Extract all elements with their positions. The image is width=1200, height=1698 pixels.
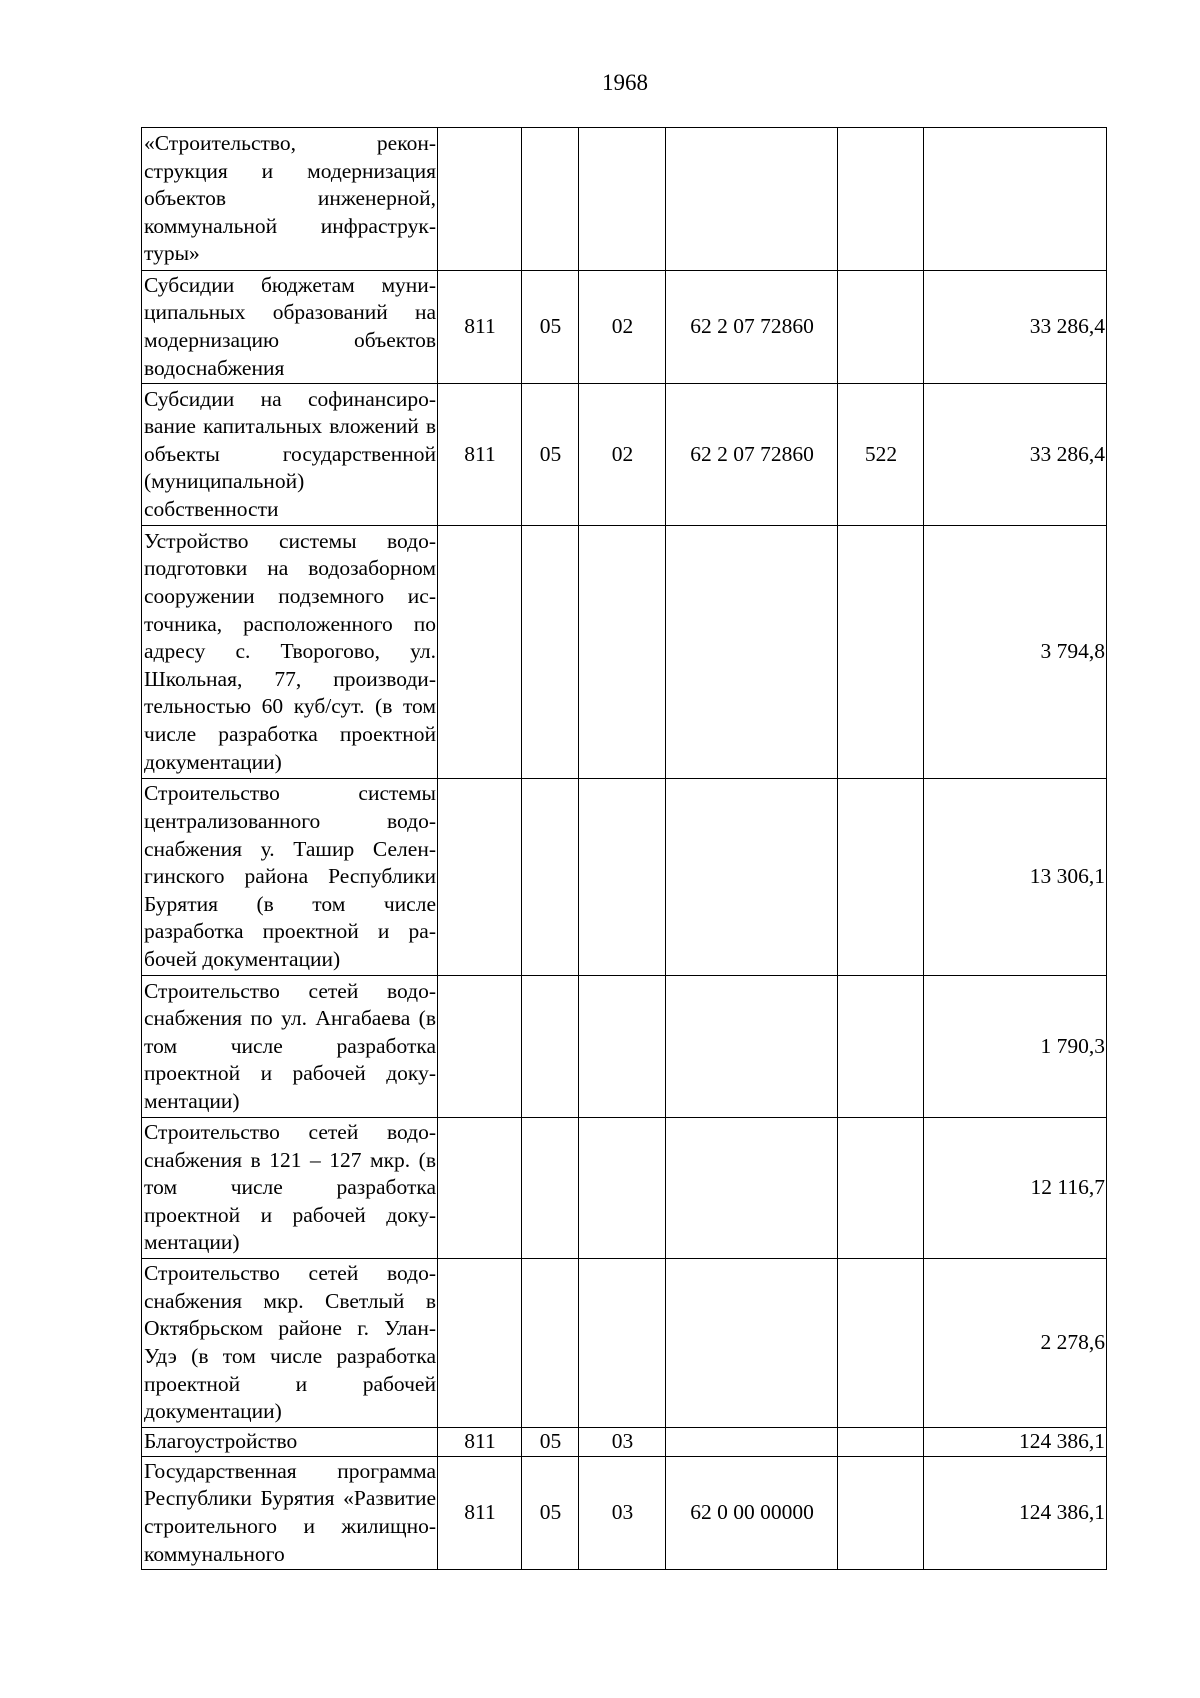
subsection-code-cell: 02 xyxy=(579,271,666,384)
table-row xyxy=(142,1259,1107,1428)
target-code-cell: 62 2 07 72860 xyxy=(666,384,838,526)
expense-type-cell xyxy=(838,779,924,976)
expense-type-cell xyxy=(838,271,924,384)
ministry-code-cell xyxy=(438,1259,522,1428)
subsection-code-cell xyxy=(579,1259,666,1428)
table-row xyxy=(142,976,1107,1118)
ministry-code-cell xyxy=(438,128,522,271)
subsection-code-cell xyxy=(579,128,666,271)
subsection-code-cell: 03 xyxy=(579,1457,666,1570)
section-code-cell: 05 xyxy=(522,1428,579,1457)
table-row xyxy=(142,384,1107,526)
ministry-code-cell xyxy=(438,779,522,976)
amount-cell: 13 306,1 xyxy=(924,779,1107,976)
expense-type-cell xyxy=(838,976,924,1118)
ministry-code-cell: 811 xyxy=(438,1457,522,1570)
table-row xyxy=(142,526,1107,779)
ministry-code-cell: 811 xyxy=(438,384,522,526)
target-code-cell xyxy=(666,128,838,271)
row-name-cell: Устройство системы водоподготовки на водозаборном сооружении подземного источника, расположенного по адресу с. Творогово, ул. Школьная, 77, производительностью 60 куб/сут. (в том числе разработка проектной документации) xyxy=(142,526,438,779)
section-code-cell: 05 xyxy=(522,384,579,526)
expense-type-cell xyxy=(838,128,924,271)
amount-cell: 33 286,4 xyxy=(924,384,1107,526)
expense-type-cell xyxy=(838,526,924,779)
section-code-cell xyxy=(522,1259,579,1428)
amount-cell: 2 278,6 xyxy=(924,1259,1107,1428)
amount-cell: 33 286,4 xyxy=(924,271,1107,384)
ministry-code-cell xyxy=(438,1118,522,1259)
section-code-cell: 05 xyxy=(522,1457,579,1570)
expense-type-cell xyxy=(838,1118,924,1259)
target-code-cell: 62 2 07 72860 xyxy=(666,271,838,384)
ministry-code-cell xyxy=(438,976,522,1118)
amount-cell: 3 794,8 xyxy=(924,526,1107,779)
section-code-cell xyxy=(522,1118,579,1259)
ministry-code-cell: 811 xyxy=(438,271,522,384)
section-code-cell xyxy=(522,779,579,976)
target-code-cell xyxy=(666,1428,838,1457)
table-row xyxy=(142,779,1107,976)
target-code-cell xyxy=(666,526,838,779)
row-name-cell: Строительство сетей водоснабжения по ул. Ангабаева (в том числе разработка проектной и рабочей документации) xyxy=(142,976,438,1118)
target-code-cell xyxy=(666,1259,838,1428)
row-name-cell: Благоустройство xyxy=(142,1428,438,1457)
target-code-cell xyxy=(666,1118,838,1259)
subsection-code-cell xyxy=(579,526,666,779)
subsection-code-cell: 02 xyxy=(579,384,666,526)
amount-cell: 12 116,7 xyxy=(924,1118,1107,1259)
subsection-code-cell xyxy=(579,1118,666,1259)
budget-table xyxy=(141,127,1107,1570)
row-name-cell: Строительство сетей водоснабжения в 121 – 127 мкр. (в том числе разработка проектной и рабочей документации) xyxy=(142,1118,438,1259)
section-code-cell: 05 xyxy=(522,271,579,384)
ministry-code-cell xyxy=(438,526,522,779)
table-row xyxy=(142,1428,1107,1457)
amount-cell xyxy=(924,128,1107,271)
row-name-cell: Государственная программа Республики Бурятия «Развитие строительного и жилищно-коммунального xyxy=(142,1457,438,1570)
target-code-cell: 62 0 00 00000 xyxy=(666,1457,838,1570)
subsection-code-cell xyxy=(579,976,666,1118)
target-code-cell xyxy=(666,779,838,976)
row-name-cell: Строительство системы централизованного водоснабжения у. Ташир Селенгинского района Республики Бурятия (в том числе разработка проектной и рабочей документации) xyxy=(142,779,438,976)
table-row xyxy=(142,271,1107,384)
expense-type-cell: 522 xyxy=(838,384,924,526)
expense-type-cell xyxy=(838,1259,924,1428)
subsection-code-cell xyxy=(579,779,666,976)
row-name-cell: «Строительство, реконструкция и модернизация объектов инженерной, коммунальной инфраструктуры» xyxy=(142,128,438,271)
section-code-cell xyxy=(522,976,579,1118)
section-code-cell xyxy=(522,526,579,779)
ministry-code-cell: 811 xyxy=(438,1428,522,1457)
row-name-cell: Субсидии бюджетам муниципальных образований на модернизацию объектов водоснабжения xyxy=(142,271,438,384)
amount-cell: 124 386,1 xyxy=(924,1428,1107,1457)
table-row xyxy=(142,1457,1107,1570)
row-name-cell: Строительство сетей водоснабжения мкр. Светлый в Октябрьском районе г. Улан-Удэ (в том числе разработка проектной и рабочей документации) xyxy=(142,1259,438,1428)
table-row xyxy=(142,1118,1107,1259)
expense-type-cell xyxy=(838,1457,924,1570)
amount-cell: 124 386,1 xyxy=(924,1457,1107,1570)
row-name-cell: Субсидии на софинансирование капитальных вложений в объекты государственной (муниципальной) собственности xyxy=(142,384,438,526)
expense-type-cell xyxy=(838,1428,924,1457)
subsection-code-cell: 03 xyxy=(579,1428,666,1457)
section-code-cell xyxy=(522,128,579,271)
target-code-cell xyxy=(666,976,838,1118)
page-number: 1968 xyxy=(602,70,648,95)
table-row xyxy=(142,128,1107,271)
amount-cell: 1 790,3 xyxy=(924,976,1107,1118)
